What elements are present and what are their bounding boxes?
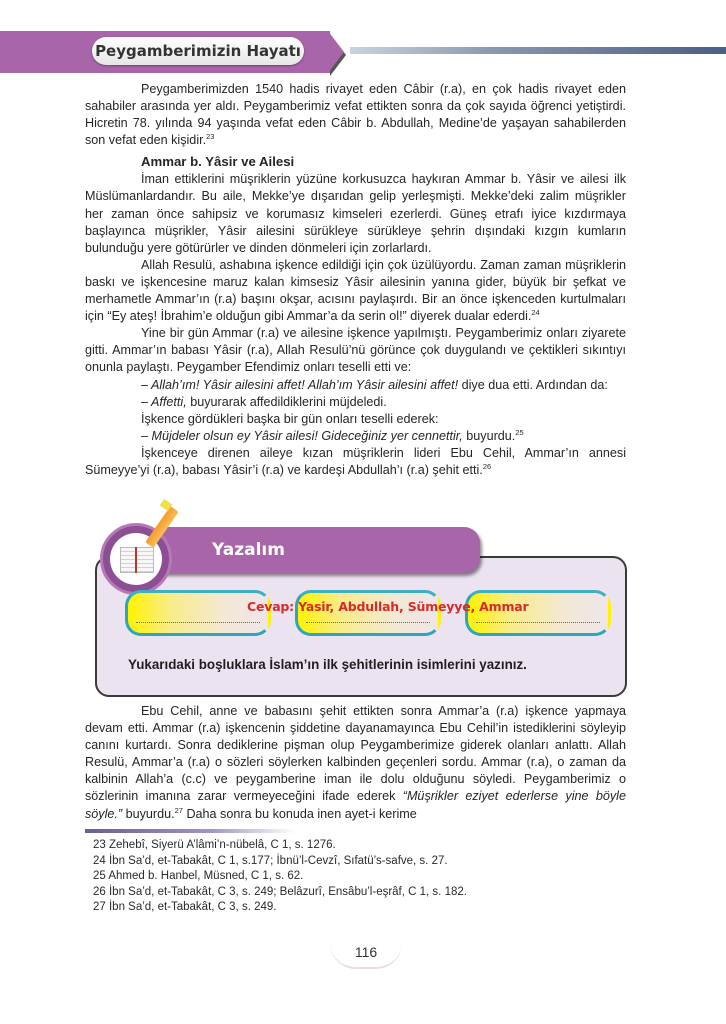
footnote-ref[interactable]: 24 <box>531 308 540 318</box>
upper-text <box>85 81 626 479</box>
footnote-ref[interactable]: 26 <box>482 461 492 471</box>
quote-line: – Allah’ım! Yâsir ailesini affet! Allah’ım Yâsir ailesini affet! diye dua etti. Ardından da: <box>141 377 608 392</box>
answer-blanks <box>125 590 615 640</box>
footnote: 25 Ahmed b. Hanbel, Müsned, C 1, s. 62. <box>93 870 304 883</box>
footnote-ref[interactable]: 25 <box>515 427 524 437</box>
paragraph: Yine bir gün Ammar (r.a) ve ailesine işkence yapılmıştı. Peygamberimiz onları ziyarete gitti. Ammar’ın babası Yâsir (r.a), Allah Resulü’nü görünce çok duygulandı ve çektikleri sıkıntıyı onunla paylaştı. Peygamber Efendimiz onları teselli etti ve: <box>85 326 626 375</box>
activity-title: Yazalım <box>160 527 480 573</box>
lower-text <box>85 703 626 823</box>
footnotes <box>93 838 467 916</box>
chapter-title: Peygamberimizin Hayatı <box>92 37 304 65</box>
header-rule <box>350 47 726 54</box>
footnote-ref[interactable]: 27 <box>174 805 183 815</box>
book-spine <box>135 547 137 573</box>
book-icon <box>120 547 154 573</box>
paragraph: Allah Resulü, ashabına işkence edildiği için çok üzülüyordu. Zaman zaman müşriklerin baskı ve işkencesine maruz kalan kimsesiz Yâsir ailesinin yanına gider, büyük bir şefkat ve merhametle Ammar’ın (r.a) başını okşar, acısını paylaşırdı. Bir an önce işkenceden kurtulmaları için “Ey ateş! İbrahim’e olduğun gibi Ammar’a da serin ol!” diyerek dualar ederdi.$^{24}$ <box>85 257 626 324</box>
footnote: 23 Zehebî, Siyerü A’lâmi’n-nübelâ, C 1, s. 1276. <box>93 839 336 851</box>
quote-line: İşkence gördükleri başka bir gün onları teselli ederek: <box>141 411 439 426</box>
quote-line: – Müjdeler olsun ey Yâsir ailesi! Gideceğiniz yer cennettir, buyurdu.$^{25}$ <box>141 427 524 443</box>
activity-instruction: Yukarıdaki boşluklara İslam’ın ilk şehitlerinin isimlerini yazınız. <box>128 657 527 672</box>
footnote: 26 İbn Sa’d, et-Tabakât, C 3, s. 249; Belâzurî, Ensâbu’l-eşrâf, C 1, s. 182. <box>93 885 467 898</box>
footnote: 27 İbn Sa’d, et-Tabakât, C 3, s. 249. <box>93 901 277 914</box>
writing-activity <box>95 527 625 695</box>
paragraph: Peygamberimizden 1540 hadis rivayet eden Câbir (r.a), en çok hadis rivayet eden sahabiler arasında yer aldı. Peygamberimiz vefat ettikten sonra da çok sayıda öğrenci yetiştirdi. Hicretin 78. yılında 94 yaşında vefat eden Câbir b. Abdullah, Medine’de yaşayan sahabilerden son vefat eden kişidir.$^{23}$ <box>85 82 626 148</box>
footnote-ref[interactable]: 23 <box>206 132 215 142</box>
header-arrow <box>328 31 344 73</box>
page-number: 116 <box>354 944 378 960</box>
paragraph: Ebu Cehil, anne ve babasını şehit ettikten sonra Ammar’a (r.a) işkence yapmaya devam etti. Ammar (r.a) işkencenin şiddetine dayanamayınca Ebu Cehil’in istediklerini söyleyip canını kurtardı. Sonra dediklerine pişman olup Peygamberimize giderek olanları anlattı. Allah Resulü, Ammar’a (r.a) o sözleri söylerken kalbinden geçenleri sordu. Ammar (r.a), o zaman da kalbinin Allah’a (c.c) ve peygamberine iman ile dolu olduğunu söyledi. Peygamberimiz o sözlerinin imanına zarar vermeyeceğini ifade ederek “Müşrikler eziyet ederlerse yine böyle söyle.” buyurdu.$^{27}$ Daha sonra bu konuda inen ayet-i kerime <box>85 704 626 821</box>
quote-line: – Affetti, buyurarak affedildiklerini müjdeledi. <box>141 394 387 409</box>
footnote: 24 İbn Sa’d, et-Tabakât, C 1, s.177; İbnü’l-Cevzî, Sıfatü’s-safve, s. 27. <box>93 854 448 867</box>
paragraph: İşkenceye direnen aileye kızan müşriklerin lideri Ebu Cehil, Ammar’ın annesi Sümeyye’yi (r.a), babası Yâsir’i (r.a) ve kardeşi Abdullah’ı (r.a) şehit etti.$^{26}$ <box>85 445 626 477</box>
section-heading: Ammar b. Yâsir ve Ailesi <box>141 154 295 170</box>
footnote-divider <box>85 829 295 833</box>
paragraph: İman ettiklerini müşriklerin yüzüne korkusuzca haykıran Ammar b. Yâsir ve ailesi ilk Müslümanlardandır. Bu aile, Mekke’ye dışarıdan gelip yerleşmişti. Mekke’deki zalim müşrikler her zaman önce sahipsiz ve korumasız kimseleri ezerlerdi. Güneş etrafı iyice kızdırmaya başlayınca müşrikler, Yâsir ailesini sürükleye sürükleye şehrin dışındaki kızgın kumların bulunduğu yere götürürler ve dinden dönmeleri için zorlarlardı. <box>85 172 626 255</box>
answer-text: Cevap: Yasir, Abdullah, Sümeyye, Ammar <box>247 599 529 614</box>
